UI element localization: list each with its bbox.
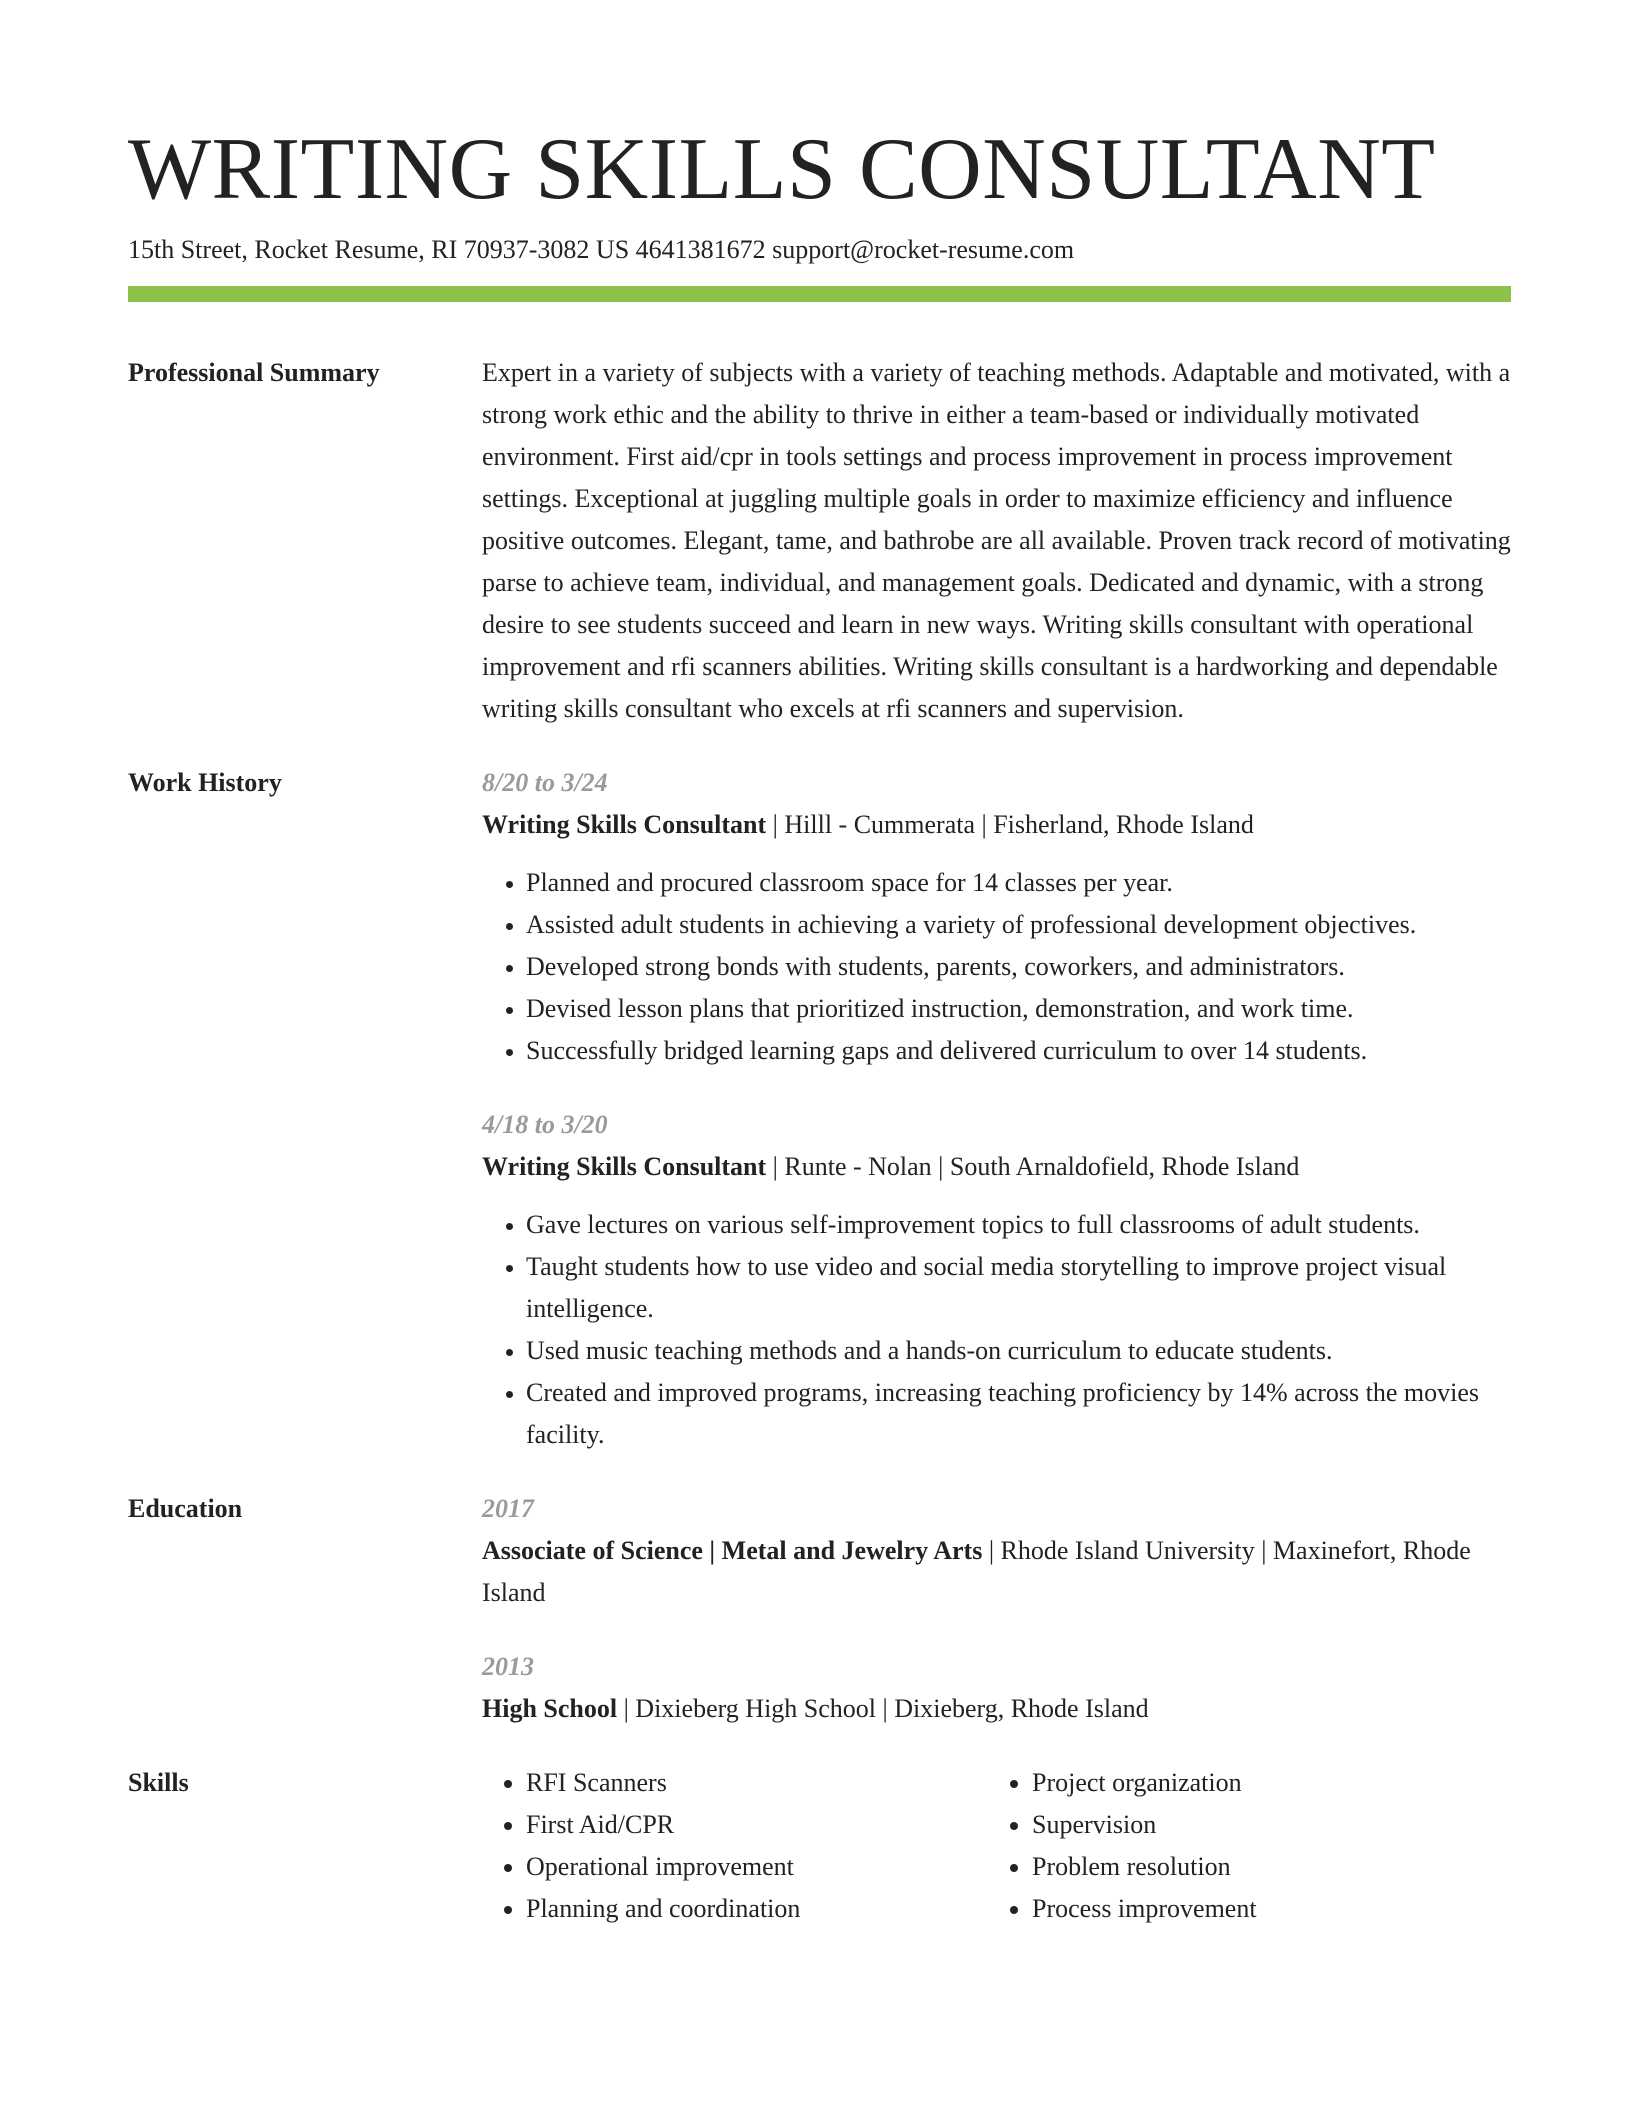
job-title: Writing Skills Consultant xyxy=(482,1152,767,1181)
work-history-section xyxy=(128,762,1511,1456)
list-item: • Planned and procured classroom space for 14 classes per year. xyxy=(526,862,1511,904)
job-bullets xyxy=(482,1204,1511,1456)
job-role-line xyxy=(482,1146,1511,1188)
education-degree: Associate of Science | Metal and Jewelry Arts xyxy=(482,1536,983,1565)
education-entry xyxy=(482,1646,1511,1730)
list-item: • Gave lectures on various self-improvement topics to full classrooms of adult students. xyxy=(526,1204,1511,1246)
education-degree: High School xyxy=(482,1694,618,1723)
contact-line: 15th Street, Rocket Resume, RI 70937-3082 US 4641381672 support@rocket-resume.com xyxy=(128,235,1075,264)
job-role-line xyxy=(482,804,1511,846)
job-bullets xyxy=(482,862,1511,1072)
education-year: 2017 xyxy=(482,1494,534,1523)
skills-column-left xyxy=(482,1762,988,1930)
resume-page xyxy=(128,118,1511,1930)
resume-title: WRITING SKILLS CONSULTANT xyxy=(128,121,1436,218)
list-item: • Devised lesson plans that prioritized instruction, demonstration, and work time. xyxy=(526,988,1511,1030)
education-entry xyxy=(482,1488,1511,1614)
education-details: | Rhode Island University | Maxinefort, Rhode Island xyxy=(482,1536,1471,1607)
education-body xyxy=(482,1488,1511,1730)
list-item: • Assisted adult students in achieving a variety of professional development objectives. xyxy=(526,904,1511,946)
skill-item: • Project organization xyxy=(1032,1762,1511,1804)
skill-item: • Operational improvement xyxy=(526,1846,988,1888)
list-item: • Created and improved programs, increasing teaching proficiency by 14% across the movies facility. xyxy=(526,1372,1511,1456)
section-label-work-history: Work History xyxy=(128,768,282,797)
skills-column-right xyxy=(988,1762,1511,1930)
skills-body xyxy=(482,1762,1511,1930)
job-details: | Runte - Nolan | South Arnaldofield, Rhode Island xyxy=(766,1152,1300,1181)
education-line xyxy=(482,1688,1511,1730)
skill-item: • RFI Scanners xyxy=(526,1762,988,1804)
work-history-body xyxy=(482,762,1511,1456)
skills-section xyxy=(128,1762,1511,1930)
header-divider xyxy=(128,286,1511,302)
skill-item: • Problem resolution xyxy=(1032,1846,1511,1888)
skill-item: • Planning and coordination xyxy=(526,1888,988,1930)
section-label-education: Education xyxy=(128,1494,243,1523)
list-item: • Successfully bridged learning gaps and delivered curriculum to over 14 students. xyxy=(526,1030,1511,1072)
education-details: | Dixieberg High School | Dixieberg, Rhode Island xyxy=(617,1694,1149,1723)
list-item: • Taught students how to use video and social media storytelling to improve project visual intelligence. xyxy=(526,1246,1511,1330)
section-label-summary: Professional Summary xyxy=(128,358,380,387)
education-line xyxy=(482,1530,1511,1614)
skill-item: • First Aid/CPR xyxy=(526,1804,988,1846)
job-entry xyxy=(482,762,1511,1072)
section-label-skills: Skills xyxy=(128,1768,189,1797)
skill-item: • Supervision xyxy=(1032,1804,1511,1846)
job-title: Writing Skills Consultant xyxy=(482,810,767,839)
list-item: • Used music teaching methods and a hands-on curriculum to educate students. xyxy=(526,1330,1511,1372)
education-section xyxy=(128,1488,1511,1730)
job-dates: 8/20 to 3/24 xyxy=(482,768,608,797)
job-entry xyxy=(482,1104,1511,1456)
skills-grid xyxy=(482,1762,1511,1930)
summary-text: Expert in a variety of subjects with a variety of teaching methods. Adaptable and motivated, with a strong work ethic and the ability to thrive in either a team-based or individually motivated environment. First aid/cpr in tools settings and process improvement in process improvement settings. Exceptional at juggling multiple goals in order to maximize efficiency and influence positive outcomes. Elegant, tame, and bathrobe are all available. Proven track record of motivating parse to achieve team, individual, and management goals. Dedicated and dynamic, with a strong desire to see students succeed and learn in new ways. Writing skills consultant with operational improvement and rfi scanners abilities. Writing skills consultant is a hardworking and dependable writing skills consultant who excels at rfi scanners and supervision. xyxy=(482,358,1511,723)
summary-section xyxy=(128,352,1511,730)
education-year: 2013 xyxy=(482,1652,534,1681)
list-item: • Developed strong bonds with students, parents, coworkers, and administrators. xyxy=(526,946,1511,988)
job-details: | Hilll - Cummerata | Fisherland, Rhode Island xyxy=(766,810,1254,839)
job-dates: 4/18 to 3/20 xyxy=(482,1110,608,1139)
skill-item: • Process improvement xyxy=(1032,1888,1511,1930)
